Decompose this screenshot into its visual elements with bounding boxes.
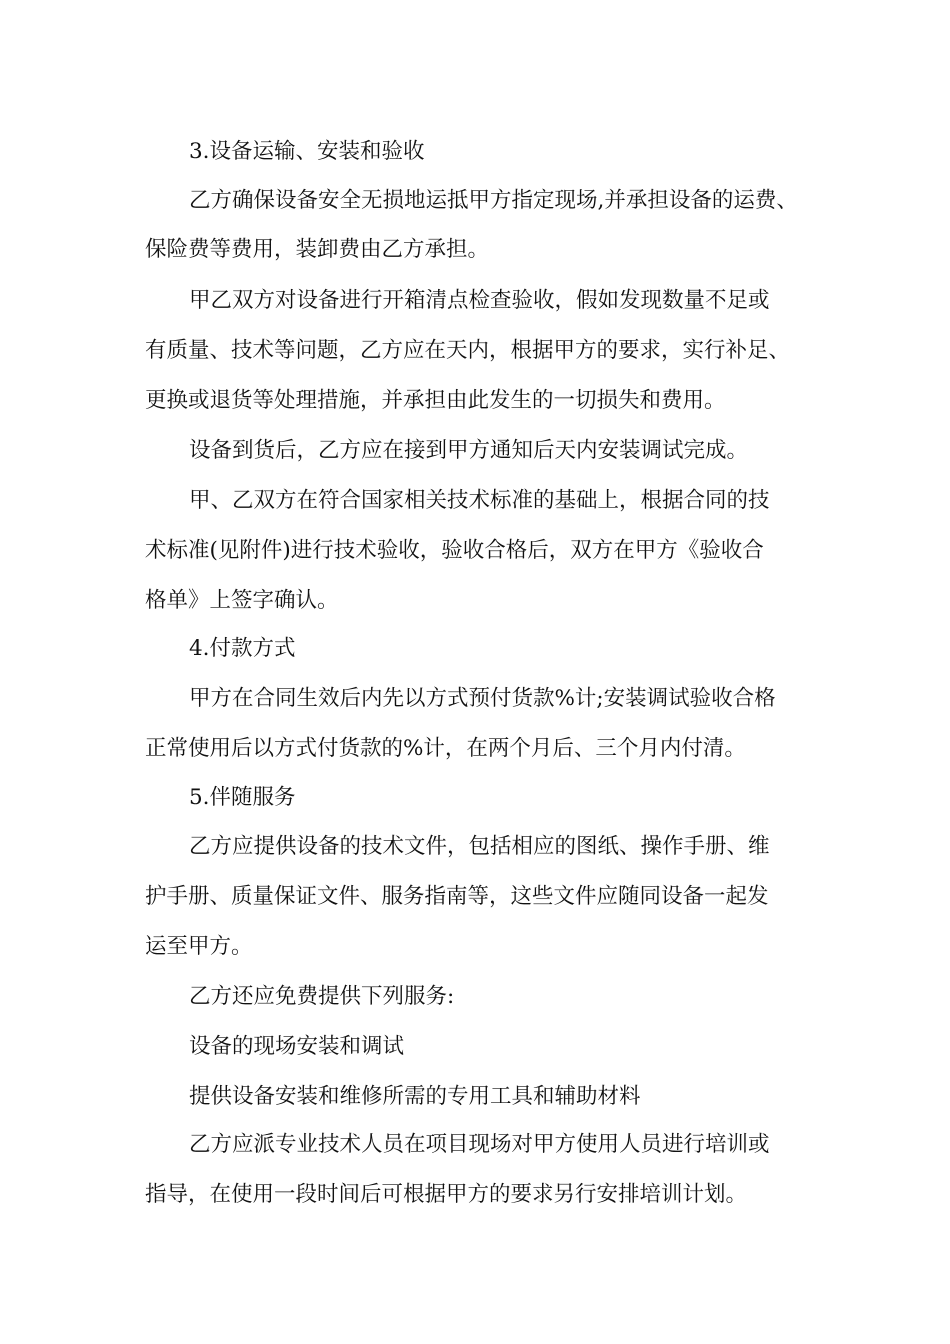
paragraph-line: 格单》上签字确认。 [145, 588, 339, 613]
section-heading: 3.设备运输、安装和验收 [189, 139, 425, 164]
paragraph-line: 甲、乙双方在符合国家相关技术标准的基础上，根据合同的技 [189, 488, 770, 513]
list-item: 设备的现场安装和调试 [189, 1034, 405, 1059]
paragraph-line: 有质量、技术等问题，乙方应在天内，根据甲方的要求，实行补足、 [145, 338, 791, 363]
paragraph-line: 更换或退货等处理措施，并承担由此发生的一切损失和费用。 [145, 388, 726, 413]
paragraph-line: 运至甲方。 [145, 934, 253, 959]
list-item: 提供设备安装和维修所需的专用工具和辅助材料 [189, 1084, 641, 1109]
section-heading: 4.付款方式 [189, 636, 296, 661]
paragraph-line: 甲方在合同生效后内先以方式预付货款%计;安装调试验收合格 [189, 686, 776, 711]
paragraph-line: 指导，在使用一段时间后可根据甲方的要求另行安排培训计划。 [145, 1182, 748, 1207]
paragraph-line: 术标准(见附件)进行技术验收，验收合格后，双方在甲方《验收合 [145, 538, 764, 563]
paragraph-line: 乙方确保设备安全无损地运抵甲方指定现场,并承担设备的运费、 [189, 188, 798, 213]
paragraph-line: 护手册、质量保证文件、服务指南等，这些文件应随同设备一起发 [145, 884, 769, 909]
paragraph-line: 乙方还应免费提供下列服务: [189, 984, 455, 1009]
paragraph-line: 甲乙双方对设备进行开箱清点检查验收，假如发现数量不足或 [189, 288, 770, 313]
paragraph-line: 正常使用后以方式付货款的%计，在两个月后、三个月内付清。 [145, 736, 746, 761]
paragraph-line: 设备到货后，乙方应在接到甲方通知后天内安装调试完成。 [189, 438, 749, 463]
paragraph-line: 乙方应派专业技术人员在项目现场对甲方使用人员进行培训或 [189, 1132, 770, 1157]
paragraph-line: 乙方应提供设备的技术文件，包括相应的图纸、操作手册、维 [189, 834, 770, 859]
paragraph-line: 保险费等费用，装卸费由乙方承担。 [145, 237, 490, 262]
section-heading: 5.伴随服务 [189, 785, 296, 810]
